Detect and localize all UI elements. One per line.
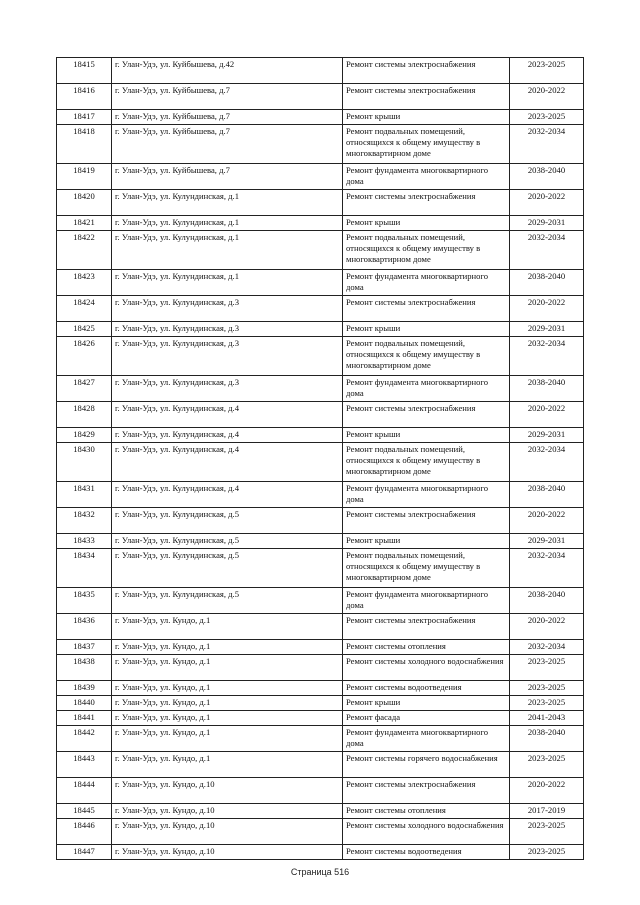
address-cell: г. Улан-Удэ, ул. Кулундинская, д.5 [112, 549, 343, 588]
row-number: 18436 [57, 614, 112, 640]
work-type-cell: Ремонт подвальных помещений, относящихся к общему имуществу в многоквартирном доме [343, 443, 510, 482]
address-cell: г. Улан-Удэ, ул. Кулундинская, д.5 [112, 508, 343, 534]
period-cell: 2029-2031 [510, 216, 584, 231]
work-type-cell: Ремонт системы отопления [343, 804, 510, 819]
row-number: 18447 [57, 845, 112, 860]
address-cell: г. Улан-Удэ, ул. Кулундинская, д.4 [112, 428, 343, 443]
table-row [57, 322, 584, 337]
row-number: 18425 [57, 322, 112, 337]
row-number: 18421 [57, 216, 112, 231]
table-row [57, 534, 584, 549]
table-row [57, 190, 584, 216]
row-number: 18422 [57, 231, 112, 270]
row-number: 18418 [57, 125, 112, 164]
work-type-cell: Ремонт системы водоотведения [343, 845, 510, 860]
work-type-cell: Ремонт крыши [343, 428, 510, 443]
table-row [57, 216, 584, 231]
address-cell: г. Улан-Удэ, ул. Кулундинская, д.4 [112, 402, 343, 428]
table-row [57, 231, 584, 270]
table-row [57, 549, 584, 588]
row-number: 18440 [57, 696, 112, 711]
table-row [57, 337, 584, 376]
address-cell: г. Улан-Удэ, ул. Кулундинская, д.3 [112, 376, 343, 402]
table-row [57, 376, 584, 402]
address-cell: г. Улан-Удэ, ул. Кулундинская, д.4 [112, 482, 343, 508]
address-cell: г. Улан-Удэ, ул. Куйбышева, д.7 [112, 84, 343, 110]
row-number: 18416 [57, 84, 112, 110]
address-cell: г. Улан-Удэ, ул. Кундо, д.1 [112, 726, 343, 752]
address-cell: г. Улан-Удэ, ул. Куйбышева, д.7 [112, 125, 343, 164]
row-number: 18437 [57, 640, 112, 655]
address-cell: г. Улан-Удэ, ул. Кулундинская, д.3 [112, 296, 343, 322]
address-cell: г. Улан-Удэ, ул. Кундо, д.10 [112, 845, 343, 860]
work-type-cell: Ремонт системы электроснабжения [343, 402, 510, 428]
period-cell: 2020-2022 [510, 190, 584, 216]
period-cell: 2038-2040 [510, 726, 584, 752]
work-type-cell: Ремонт фундамента многоквартирного дома [343, 482, 510, 508]
period-cell: 2020-2022 [510, 614, 584, 640]
work-type-cell: Ремонт подвальных помещений, относящихся к общему имуществу в многоквартирном доме [343, 231, 510, 270]
row-number: 18424 [57, 296, 112, 322]
period-cell: 2041-2043 [510, 711, 584, 726]
row-number: 18431 [57, 482, 112, 508]
address-cell: г. Улан-Удэ, ул. Кулундинская, д.1 [112, 270, 343, 296]
period-cell: 2032-2034 [510, 549, 584, 588]
row-number: 18434 [57, 549, 112, 588]
period-cell: 2038-2040 [510, 588, 584, 614]
address-cell: г. Улан-Удэ, ул. Кундо, д.10 [112, 804, 343, 819]
period-cell: 2017-2019 [510, 804, 584, 819]
period-cell: 2038-2040 [510, 482, 584, 508]
table-row [57, 726, 584, 752]
address-cell: г. Улан-Удэ, ул. Кундо, д.1 [112, 752, 343, 778]
address-cell: г. Улан-Удэ, ул. Кулундинская, д.4 [112, 443, 343, 482]
work-type-cell: Ремонт системы электроснабжения [343, 614, 510, 640]
period-cell: 2020-2022 [510, 402, 584, 428]
work-type-cell: Ремонт системы электроснабжения [343, 84, 510, 110]
work-type-cell: Ремонт системы электроснабжения [343, 778, 510, 804]
period-cell: 2032-2034 [510, 443, 584, 482]
row-number: 18445 [57, 804, 112, 819]
work-type-cell: Ремонт подвальных помещений, относящихся к общему имуществу в многоквартирном доме [343, 337, 510, 376]
row-number: 18419 [57, 164, 112, 190]
period-cell: 2032-2034 [510, 640, 584, 655]
row-number: 18439 [57, 681, 112, 696]
repair-schedule-table [56, 57, 584, 860]
work-type-cell: Ремонт фундамента многоквартирного дома [343, 164, 510, 190]
address-cell: г. Улан-Удэ, ул. Куйбышева, д.42 [112, 58, 343, 84]
period-cell: 2023-2025 [510, 845, 584, 860]
row-number: 18441 [57, 711, 112, 726]
address-cell: г. Улан-Удэ, ул. Кундо, д.1 [112, 711, 343, 726]
period-cell: 2032-2034 [510, 125, 584, 164]
period-cell: 2023-2025 [510, 819, 584, 845]
row-number: 18432 [57, 508, 112, 534]
period-cell: 2020-2022 [510, 296, 584, 322]
table-row [57, 482, 584, 508]
row-number: 18428 [57, 402, 112, 428]
table-row [57, 681, 584, 696]
table-row [57, 614, 584, 640]
work-type-cell: Ремонт системы отопления [343, 640, 510, 655]
table-row [57, 58, 584, 84]
table-row [57, 296, 584, 322]
row-number: 18420 [57, 190, 112, 216]
period-cell: 2038-2040 [510, 270, 584, 296]
work-type-cell: Ремонт фасада [343, 711, 510, 726]
period-cell: 2029-2031 [510, 322, 584, 337]
table-row [57, 443, 584, 482]
table-row [57, 428, 584, 443]
row-number: 18427 [57, 376, 112, 402]
period-cell: 2032-2034 [510, 231, 584, 270]
table-row [57, 655, 584, 681]
period-cell: 2023-2025 [510, 696, 584, 711]
address-cell: г. Улан-Удэ, ул. Кундо, д.1 [112, 681, 343, 696]
work-type-cell: Ремонт системы электроснабжения [343, 296, 510, 322]
table-row [57, 696, 584, 711]
address-cell: г. Улан-Удэ, ул. Кундо, д.1 [112, 614, 343, 640]
address-cell: г. Улан-Удэ, ул. Куйбышева, д.7 [112, 164, 343, 190]
address-cell: г. Улан-Удэ, ул. Кулундинская, д.5 [112, 588, 343, 614]
work-type-cell: Ремонт крыши [343, 110, 510, 125]
table-row [57, 110, 584, 125]
row-number: 18426 [57, 337, 112, 376]
page-number: Страница 516 [290, 867, 350, 877]
row-number: 18442 [57, 726, 112, 752]
row-number: 18429 [57, 428, 112, 443]
work-type-cell: Ремонт фундамента многоквартирного дома [343, 726, 510, 752]
address-cell: г. Улан-Удэ, ул. Кундо, д.10 [112, 778, 343, 804]
table-row [57, 84, 584, 110]
address-cell: г. Улан-Удэ, ул. Кулундинская, д.3 [112, 337, 343, 376]
address-cell: г. Улан-Удэ, ул. Кундо, д.1 [112, 640, 343, 655]
period-cell: 2038-2040 [510, 376, 584, 402]
work-type-cell: Ремонт подвальных помещений, относящихся к общему имуществу в многоквартирном доме [343, 125, 510, 164]
row-number: 18446 [57, 819, 112, 845]
work-type-cell: Ремонт фундамента многоквартирного дома [343, 270, 510, 296]
address-cell: г. Улан-Удэ, ул. Кундо, д.10 [112, 819, 343, 845]
period-cell: 2020-2022 [510, 778, 584, 804]
address-cell: г. Улан-Удэ, ул. Кулундинская, д.5 [112, 534, 343, 549]
address-cell: г. Улан-Удэ, ул. Кулундинская, д.1 [112, 216, 343, 231]
period-cell: 2038-2040 [510, 164, 584, 190]
period-cell: 2023-2025 [510, 110, 584, 125]
work-type-cell: Ремонт фундамента многоквартирного дома [343, 376, 510, 402]
work-type-cell: Ремонт крыши [343, 534, 510, 549]
work-type-cell: Ремонт крыши [343, 216, 510, 231]
work-type-cell: Ремонт крыши [343, 696, 510, 711]
work-type-cell: Ремонт системы электроснабжения [343, 508, 510, 534]
table-row [57, 270, 584, 296]
period-cell: 2023-2025 [510, 752, 584, 778]
address-cell: г. Улан-Удэ, ул. Кундо, д.1 [112, 655, 343, 681]
row-number: 18435 [57, 588, 112, 614]
table-row [57, 778, 584, 804]
work-type-cell: Ремонт системы холодного водоснабжения [343, 819, 510, 845]
table-row [57, 164, 584, 190]
row-number: 18417 [57, 110, 112, 125]
row-number: 18443 [57, 752, 112, 778]
table-row [57, 588, 584, 614]
row-number: 18430 [57, 443, 112, 482]
period-cell: 2020-2022 [510, 84, 584, 110]
period-cell: 2023-2025 [510, 58, 584, 84]
table-row [57, 508, 584, 534]
row-number: 18438 [57, 655, 112, 681]
table-row [57, 125, 584, 164]
address-cell: г. Улан-Удэ, ул. Кулундинская, д.1 [112, 231, 343, 270]
work-type-cell: Ремонт крыши [343, 322, 510, 337]
work-type-cell: Ремонт подвальных помещений, относящихся к общему имуществу в многоквартирном доме [343, 549, 510, 588]
address-cell: г. Улан-Удэ, ул. Кундо, д.1 [112, 696, 343, 711]
work-type-cell: Ремонт системы холодного водоснабжения [343, 655, 510, 681]
table-row [57, 752, 584, 778]
address-cell: г. Улан-Удэ, ул. Кулундинская, д.1 [112, 190, 343, 216]
work-type-cell: Ремонт системы горячего водоснабжения [343, 752, 510, 778]
period-cell: 2023-2025 [510, 681, 584, 696]
table-row [57, 711, 584, 726]
work-type-cell: Ремонт системы водоотведения [343, 681, 510, 696]
table-body [57, 58, 584, 860]
table-row [57, 804, 584, 819]
address-cell: г. Улан-Удэ, ул. Куйбышева, д.7 [112, 110, 343, 125]
work-type-cell: Ремонт системы электроснабжения [343, 58, 510, 84]
table-row [57, 640, 584, 655]
period-cell: 2029-2031 [510, 428, 584, 443]
period-cell: 2029-2031 [510, 534, 584, 549]
period-cell: 2023-2025 [510, 655, 584, 681]
table-row [57, 402, 584, 428]
period-cell: 2032-2034 [510, 337, 584, 376]
work-type-cell: Ремонт фундамента многоквартирного дома [343, 588, 510, 614]
work-type-cell: Ремонт системы электроснабжения [343, 190, 510, 216]
address-cell: г. Улан-Удэ, ул. Кулундинская, д.3 [112, 322, 343, 337]
row-number: 18433 [57, 534, 112, 549]
period-cell: 2020-2022 [510, 508, 584, 534]
row-number: 18423 [57, 270, 112, 296]
table-row [57, 845, 584, 860]
table-row [57, 819, 584, 845]
row-number: 18444 [57, 778, 112, 804]
row-number: 18415 [57, 58, 112, 84]
